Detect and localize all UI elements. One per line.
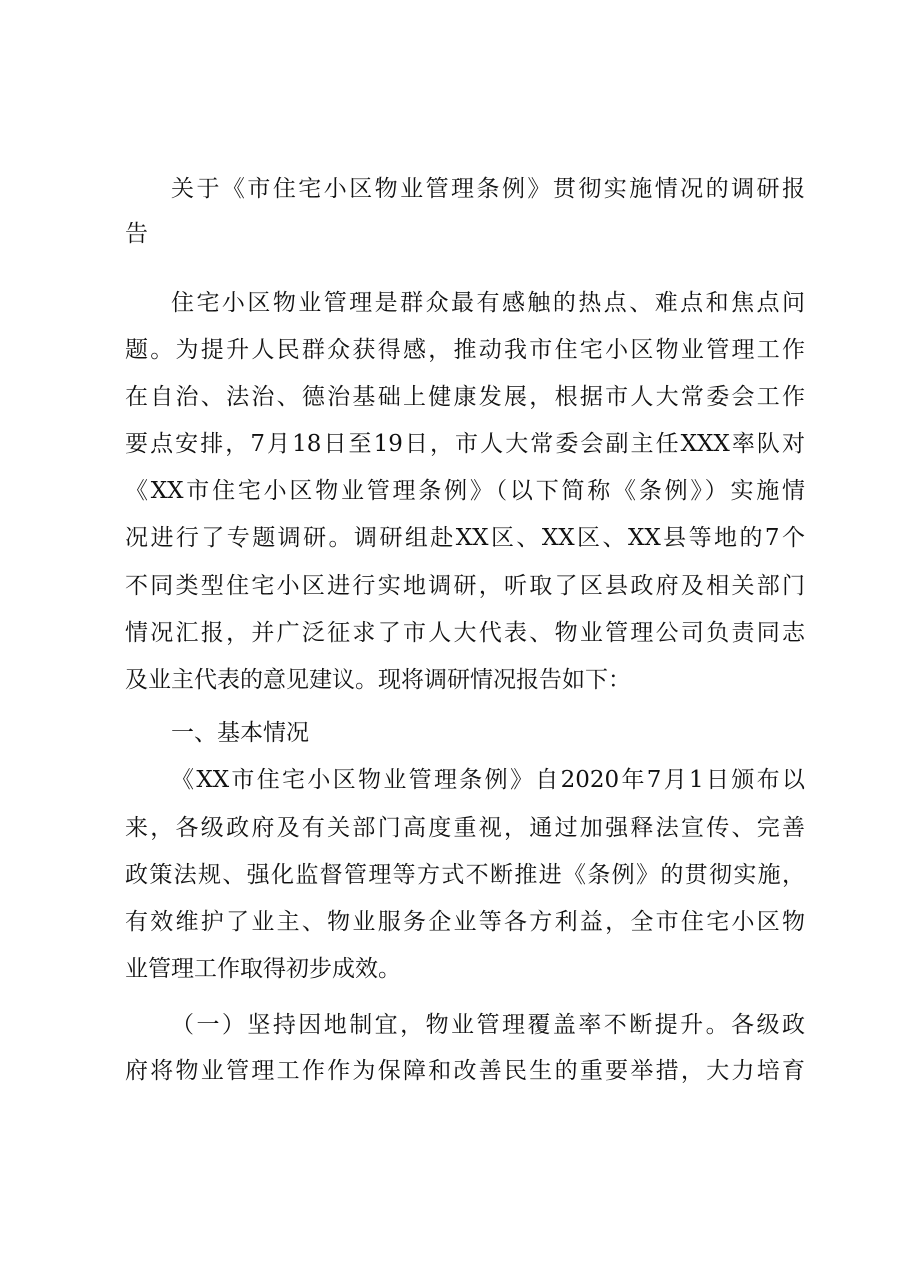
section-paragraph-line: 有效维护了业主、物业服务企业等各方利益，全市住宅小区物 (125, 909, 805, 935)
section-heading-basic-situation: 一、基本情况 (171, 720, 309, 746)
intro-paragraph-line: 情况汇报，并广泛征求了市人大代表、物业管理公司负责同志 (125, 620, 805, 646)
intro-paragraph-line: 住宅小区物业管理是群众最有感触的热点、难点和焦点问 (171, 290, 805, 316)
intro-paragraph-line: 及业主代表的意见建议。现将调研情况报告如下： (125, 667, 631, 693)
section-paragraph-line: 业管理工作取得初步成效。 (125, 956, 401, 982)
intro-paragraph-line: 不同类型住宅小区进行实地调研，听取了区县政府及相关部门 (125, 573, 805, 599)
subsection-paragraph-line: 府将物业管理工作作为保障和改善民生的重要举措，大力培育 (125, 1058, 805, 1084)
intro-paragraph-line: 《XX市住宅小区物业管理条例》（以下简称《条例》）实施情 (125, 478, 805, 504)
subsection-paragraph-line: （一）坚持因地制宜，物业管理覆盖率不断提升。各级政 (171, 1012, 805, 1038)
section-paragraph-line: 《XX市住宅小区物业管理条例》自2020年7月1日颁布以 (171, 767, 805, 793)
intro-paragraph-line: 题。为提升人民群众获得感，推动我市住宅小区物业管理工作 (125, 337, 805, 363)
intro-paragraph-line: 要点安排，7月18日至19日，市人大常委会副主任XXX率队对 (125, 431, 805, 457)
section-paragraph-line: 来，各级政府及有关部门高度重视，通过加强释法宣传、完善 (125, 815, 805, 841)
report-title-line-2: 告 (125, 221, 148, 247)
report-title-line-1: 关于《市住宅小区物业管理条例》贯彻实施情况的调研报 (171, 176, 805, 202)
section-paragraph-line: 政策法规、强化监督管理等方式不断推进《条例》的贯彻实施， (125, 862, 805, 888)
intro-paragraph-line: 况进行了专题调研。调研组赴XX区、XX区、XX县等地的7个 (125, 525, 805, 551)
intro-paragraph-line: 在自治、法治、德治基础上健康发展，根据市人大常委会工作 (125, 384, 805, 410)
